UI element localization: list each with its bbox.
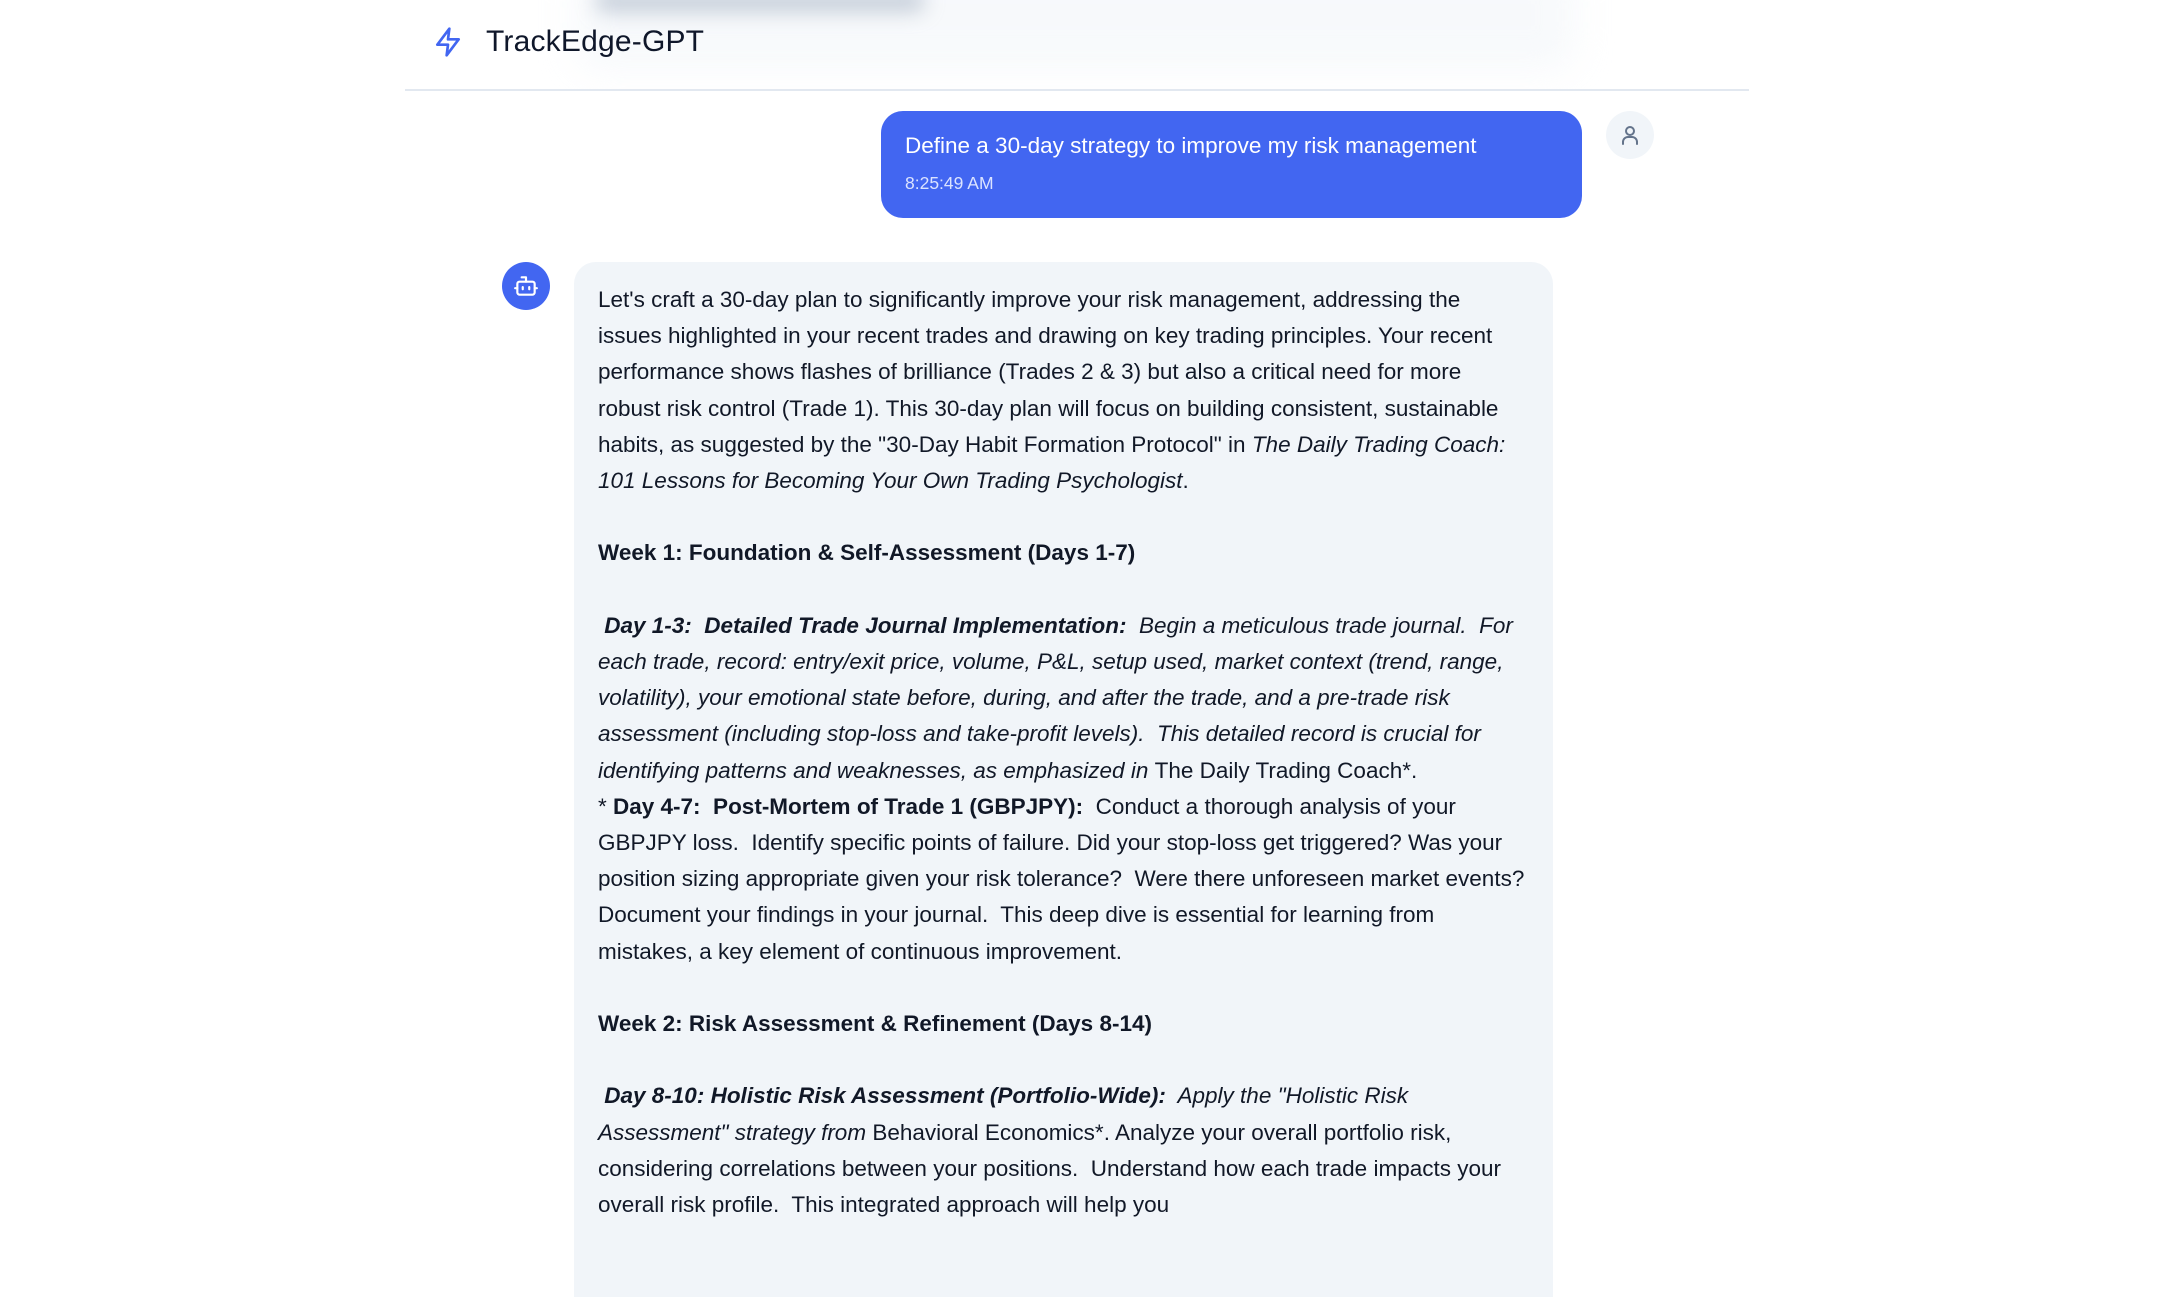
app-title: TrackEdge-GPT xyxy=(486,25,705,58)
message-timestamp: 8:25:49 AM xyxy=(905,173,994,193)
week1-item-1 xyxy=(598,608,1529,789)
item-body: Begin a meticulous trade journal. For each trade, record: entry/exit price, volume, P&L, setup used, market context (trend, range, volatility), your emotional state before, during, and after the trade, and a pre-trade risk assessment (including stop-loss and take-profit levels). This detailed record is crucial for identifying patterns and weaknesses, as emphasized in xyxy=(598,612,1520,783)
item-label: Day 4-7: Post-Mortem of Trade 1 (GBPJPY): xyxy=(613,793,1084,819)
item-body-tail: Behavioral Economics*. Analyze your overall portfolio risk, considering correlations between your positions. Understand how each trade impacts your overall risk profile. This integrated approach will help you xyxy=(598,1119,1508,1218)
assistant-message-bubble xyxy=(574,262,1553,1297)
bot-icon xyxy=(513,273,539,299)
intro-end: . xyxy=(1182,468,1189,494)
item-label: Day 8-10: Holistic Risk Assessment (Portfolio-Wide): xyxy=(598,1083,1166,1109)
scrolled-text-blur xyxy=(595,0,925,12)
lightning-bolt-icon xyxy=(432,24,464,60)
item-body-tail: The Daily Trading Coach*. xyxy=(1154,757,1418,783)
user-avatar xyxy=(1606,111,1654,159)
intro-text: Let's craft a 30-day plan to significantly improve your risk management, addressing the issues highlighted in your recent trades and drawing on key trading principles. Your recent performance shows flashes of brilliance (Trades 2 & 3) but also a critical need for more robust risk control (Trade 1). This 30-day plan will focus on building consistent, sustainable habits, as suggested by the "30-Day Habit Formation Protocol" in xyxy=(598,287,1499,457)
assistant-message-row xyxy=(502,262,1553,1297)
item-bullet: * xyxy=(598,793,614,819)
week1-heading: Week 1: Foundation & Self-Assessment (Days 1-7) xyxy=(598,540,1136,566)
item-body: Apply the "Holistic Risk Assessment" strategy from xyxy=(598,1083,1414,1145)
spacer xyxy=(598,1042,1529,1078)
user-icon xyxy=(1618,123,1642,147)
book-title: The Daily Trading Coach: 101 Lessons for Becoming Your Own Trading Psychologist xyxy=(598,431,1506,494)
intro-paragraph xyxy=(598,282,1529,499)
bot-avatar xyxy=(502,262,550,310)
brand xyxy=(432,24,704,60)
week2-heading: Week 2: Risk Assessment & Refinement (Days 8-14) xyxy=(598,1011,1152,1037)
week2-item-1 xyxy=(598,1078,1529,1223)
week1-item-2 xyxy=(598,789,1537,970)
spacer xyxy=(598,499,1529,535)
user-message-bubble xyxy=(881,111,1582,218)
item-body: Conduct a thorough analysis of your GBPJPY loss. Identify specific points of failure. Did your stop-loss get triggered? Was your position sizing appropriate given your risk tolerance? Were there unforeseen market events? Document your findings in your journal. This deep dive is essential for learning from mistakes, a key element of continuous improvement. xyxy=(598,793,1537,964)
app-header xyxy=(405,0,1749,91)
item-label: Day 1-3: Detailed Trade Journal Implementation: xyxy=(598,612,1127,638)
spacer xyxy=(598,572,1529,608)
spacer xyxy=(598,970,1529,1006)
user-message-text: Define a 30-day strategy to improve my risk management xyxy=(905,133,1477,158)
user-message-row xyxy=(881,111,1654,218)
